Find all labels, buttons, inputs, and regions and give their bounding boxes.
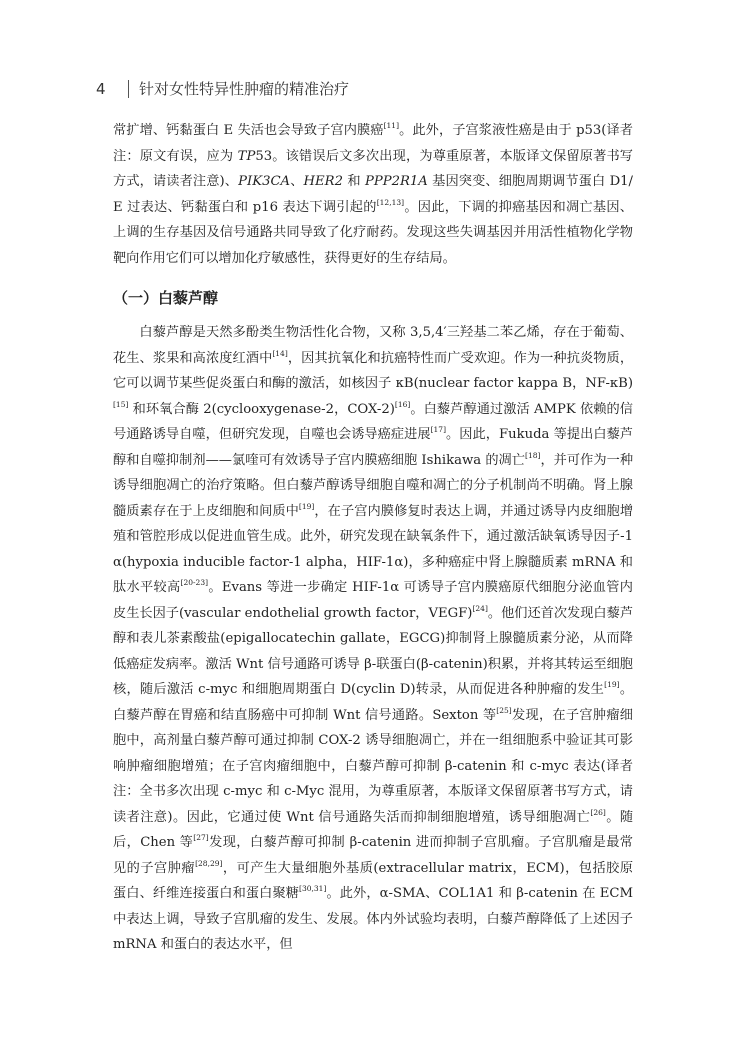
citation-ref: [19] xyxy=(604,680,620,689)
text-run: 。随后，Chen 等 xyxy=(113,809,634,850)
text-run: 基因突变、细胞周期调节蛋白 D1/E 过表达、钙黏蛋白和 p16 表达下调引起的 xyxy=(113,174,634,215)
section-heading: （一）白藜芦醇 xyxy=(113,289,219,307)
citation-ref: [25] xyxy=(496,705,512,715)
text-run: 发现，在子宫肿瘤细胞中，高剂量白藜芦醇可通过抑制 COX-2 诱导细胞凋亡，并在一组细胞系中验证其可影响肿瘤细胞增殖；在子宫肉瘤细胞中，白藜芦醇可抑制 β-catenin 和 c-myc 表达(译者注：全书多次出现 c-myc 和 c-Myc 混用，为尊重原著，本版译文保留原著书写方式，请读者注意)。因此，它通过使 Wnt 信号通路失活而抑制细胞增殖，诱导细胞凋亡 xyxy=(113,707,633,825)
citation-ref: [16] xyxy=(394,399,411,409)
text-run: ，并可作为一种诱导细胞凋亡的治疗策略。但白藜芦醇诱导细胞自噬和凋亡的分子机制尚不明确。肾上腺髓质素存在于上皮细胞和间质中 xyxy=(113,452,634,519)
citation-ref: [30,31] xyxy=(299,884,327,893)
citation-ref: [24] xyxy=(472,603,488,613)
text-run: 、 xyxy=(290,174,304,189)
page-body xyxy=(113,118,633,958)
citation-ref: [26] xyxy=(590,807,606,817)
citation-ref: [12,13] xyxy=(376,197,405,207)
citation-ref: [28,29] xyxy=(195,858,223,868)
citation-ref: [11] xyxy=(383,121,399,130)
text-run: ，因其抗氧化和抗癌特性而广受欢迎。作为一种抗炎物质，它可以调节某些促炎蛋白和酶的激活，如核因子 κB(nuclear factor kappa B，NF-κB) xyxy=(113,350,634,391)
paragraph-resveratrol xyxy=(113,320,633,958)
text-run: 和 xyxy=(343,174,365,189)
text-run: 。白藜芦醇通过激活 AMPK 依赖的信号通路诱导自噬，但研究发现，自噬也会诱导癌症进展 xyxy=(113,401,633,442)
text-run: ，可产生大量细胞外基质(extracellular matrix，ECM)，包括胶原蛋白、纤维连接蛋白和蛋白聚糖 xyxy=(113,860,634,901)
paragraph-continued xyxy=(113,118,633,271)
header-divider xyxy=(128,80,129,98)
text-run: ，在子宫内膜修复时表达上调，并通过诱导内皮细胞增殖和管腔形成以促进血管生成。此外，研究发现在缺氧条件下，通过激活缺氧诱导因子-1α(hypoxia inducible factor-1 alpha，HIF-1α)，多种癌症中肾上腺髓质素 mRNA 和肽水平较高 xyxy=(113,503,634,595)
text-run: 和环氧合酶 2(cyclooxygenase-2，COX-2) xyxy=(128,401,395,417)
text-run: 。Evans 等进一步确定 HIF-1α 可诱导子宫内膜癌原代细胞分泌血管内皮生长因子(vascular endothelial growth factor，VEGF) xyxy=(113,580,633,621)
citation-ref: [18] xyxy=(525,450,541,460)
citation-ref: [15] xyxy=(113,399,129,409)
text-run: 。此外，α-SMA、COL1A1 和 β-catenin 在 ECM 中表达上调，导致子宫肌瘤的发生、发展。体内外试验均表明，白藜芦醇降低了上述因子 mRNA 和蛋白的表达水平，但 xyxy=(113,886,634,952)
running-header xyxy=(96,78,349,99)
gene-name: HER2 xyxy=(303,174,343,189)
text-run: 53。该错误后文多次出现，为尊重原著，本版译文保留原著书写方式，请读者注意)、 xyxy=(113,148,633,189)
text-run: 。他们还首次发现白藜芦醇和表儿茶素酸盐(epigallocatechin gallate，EGCG)抑制肾上腺髓质素分泌，从而降低癌症发病率。激活 Wnt 信号通路可诱导 β-联蛋白(β-catenin)积累，并将其转运至细胞核，随后激活 c-myc 和细胞周期蛋白 D(cyclin D)转录，从而促进各种肿瘤的发生 xyxy=(113,605,634,697)
text-run: 。因此，Fukuda 等提出白藜芦醇和自噬抑制剂——氯喹可有效诱导子宫内膜癌细胞 Ishikawa 的凋亡 xyxy=(113,427,633,468)
gene-name: PPP2R1A xyxy=(364,174,428,189)
citation-ref: [14] xyxy=(272,348,288,358)
running-title: 针对女性特异性肿瘤的精准治疗 xyxy=(139,80,350,98)
text-run: 。此外，子宫浆液性癌是由于 p53(译者注：原文有误，应为 xyxy=(113,123,633,164)
text-run: 常扩增、钙黏蛋白 E 失活也会导致子宫内膜癌 xyxy=(113,123,384,138)
gene-name: TP xyxy=(237,148,256,164)
citation-ref: [19] xyxy=(298,501,315,511)
text-run: 白藜芦醇是天然多酚类生物活性化合物，又称 3,5,4′三羟基二苯乙烯，存在于葡萄、花生、浆果和高浓度红酒中 xyxy=(113,325,633,366)
citation-ref: [20-23] xyxy=(180,578,209,587)
text-run: 。白藜芦醇在胃癌和结直肠癌中可抑制 Wnt 信号通路。Sexton 等 xyxy=(113,682,634,723)
text-run: 发现，白藜芦醇可抑制 β-catenin 进而抑制子宫肌瘤。子宫肌瘤是最常见的子宫肿瘤 xyxy=(113,835,633,876)
gene-name: PIK3CA xyxy=(238,174,291,189)
citation-ref: [27] xyxy=(193,833,209,842)
citation-ref: [17] xyxy=(430,425,446,434)
text-run: 。因此，下调的抑癌基因和凋亡基因、上调的生存基因及信号通路共同导致了化疗耐药。发现这些失调基因并用活性植物化学物靶向作用它们可以增加化疗敏感性，获得更好的生存结局。 xyxy=(113,199,633,266)
page-number: 4 xyxy=(96,79,106,98)
